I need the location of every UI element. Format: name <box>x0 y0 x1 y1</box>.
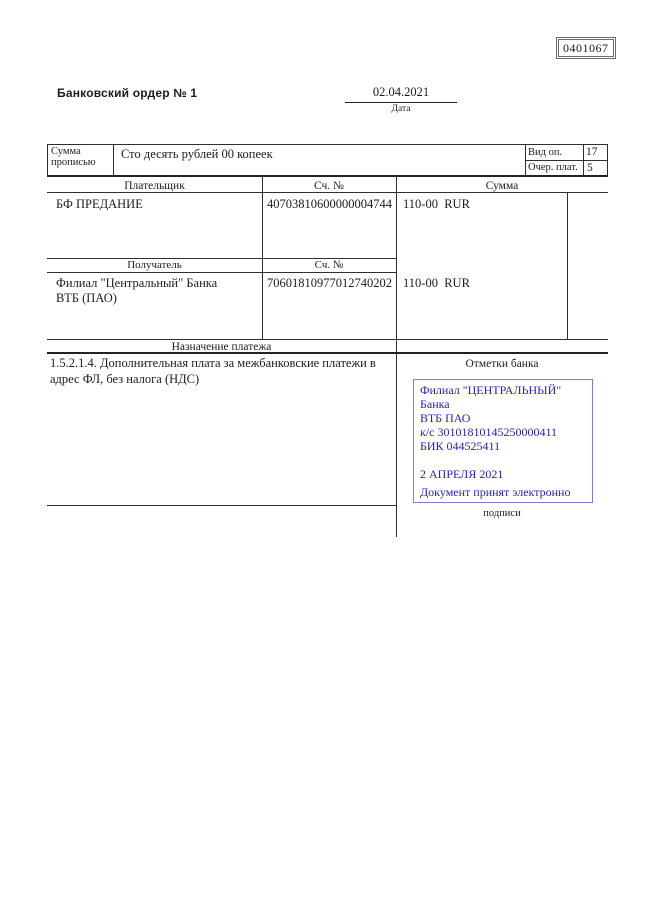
payee-account: 70601810977012740202 <box>267 276 392 290</box>
divider <box>113 144 114 176</box>
stamp-accepted-note: Документ принят электронно <box>420 485 571 499</box>
signatures-label: подписи <box>483 508 521 519</box>
stamp-corr-account: к/с 30101810145250000411 <box>420 425 558 439</box>
payer-account-column-header: Сч. № <box>313 180 345 192</box>
payee-sum: 110-00 RUR <box>403 276 470 290</box>
op-type-label: Вид оп. <box>528 147 563 158</box>
purpose-text: 1.5.2.1.4. Дополнительная плата за межбанковские платежи в адрес ФЛ, без налога (НДС) <box>50 356 376 386</box>
divider <box>525 160 608 161</box>
payee-name: Филиал "Центральный" Банка ВТБ (ПАО) <box>56 276 218 305</box>
amount-in-words-label: Сумма прописью <box>51 146 96 168</box>
date-label: Дата <box>391 104 411 114</box>
divider <box>47 144 48 176</box>
payer-column-header: Плательщик <box>124 180 185 192</box>
payer-sum: 110-00 RUR <box>403 197 470 211</box>
payer-name: БФ ПРЕДАНИЕ <box>56 197 143 211</box>
divider <box>47 272 396 273</box>
op-type-value: 17 <box>586 146 598 158</box>
divider <box>47 144 608 145</box>
divider <box>47 505 396 506</box>
stamp-bank-name-line2: ВТБ ПАО <box>420 411 471 425</box>
payee-account-column-header: Сч. № <box>314 259 344 271</box>
form-code: 0401067 <box>558 39 614 57</box>
stamp-spacer <box>420 453 586 467</box>
bank-stamp <box>413 379 593 503</box>
date-value: 02.04.2021 <box>345 85 457 103</box>
stamp-bik: БИК 044525411 <box>420 439 501 453</box>
priority-value: 5 <box>587 162 593 174</box>
priority-label: Очер. плат. <box>528 162 578 173</box>
stamp-bank-name-line1: Филиал "ЦЕНТРАЛЬНЫЙ" Банка <box>420 383 562 411</box>
purpose-section-header: Назначение платежа <box>171 341 272 353</box>
payer-account: 40703810600000004744 <box>267 197 392 211</box>
payee-column-header: Получатель <box>127 259 182 271</box>
stamp-date: 2 АПРЕЛЯ 2021 <box>420 467 504 481</box>
divider <box>47 175 608 177</box>
form-code-box <box>556 37 616 59</box>
amount-in-words-value: Сто десять рублей 00 копеек <box>121 147 273 161</box>
divider <box>47 339 608 340</box>
document-title: Банковский ордер № 1 <box>57 86 198 100</box>
sum-column-header: Сумма <box>485 180 519 192</box>
bank-marks-header: Отметки банка <box>465 358 539 370</box>
divider <box>567 193 568 339</box>
